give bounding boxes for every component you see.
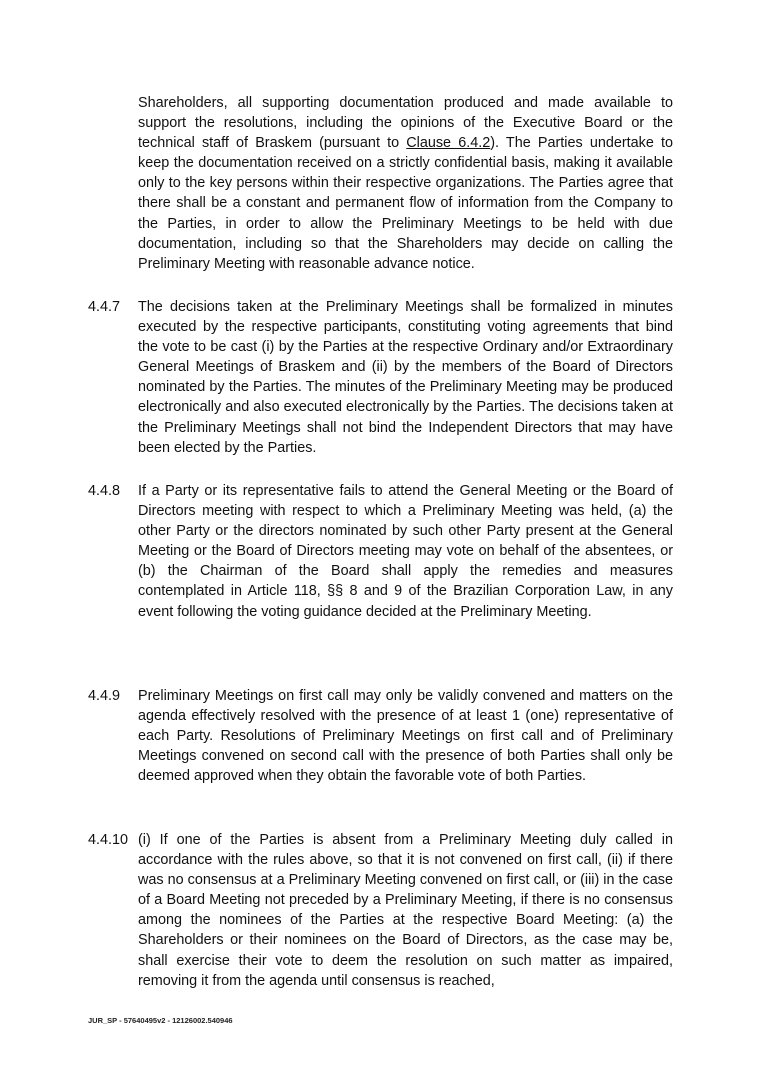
clause-number: 4.4.9 bbox=[88, 688, 121, 704]
intro-text-part1: Shareholders, all supporting documentation produced and made available to support the resolutions, including the opinions of the Executive Board or the technical staff of Braskem (pursuant to bbox=[138, 95, 673, 152]
clause-text: (i) If one of the Parties is absent from a Preliminary Meeting duly called in accordance with the rules above, so that it is not convened on first call, (ii) if there was no consensus at a Preliminary Meeting convened on first call, or (iii) in the case of a Board Meeting not preceded by a Preliminary Meeting, if there is no consensus among the nominees of the Parties at the respective Board Meeting: (a) the Shareholders or their nominees on the Board of Directors, as the case may be, shall exercise their vote to deem the resolution on such matter as impaired, removing it from the agenda until consensus is reached, bbox=[138, 832, 673, 989]
clause-number: 4.4.8 bbox=[88, 483, 121, 499]
clause-number: 4.4.10 bbox=[88, 832, 129, 848]
intro-text bbox=[138, 93, 673, 274]
intro-text-part2: ). The Parties undertake to keep the documentation received on a strictly confidential basis, making it available only to the key persons within their respective organizations. The Parties agree that there shall be a constant and permanent flow of information from the Company to the Parties, in order to allow the Preliminary Meetings to be held with due documentation, including so that the Shareholders may decide on calling the Preliminary Meeting with reasonable advance notice. bbox=[138, 135, 673, 272]
clause-text: Preliminary Meetings on first call may only be validly convened and matters on the agenda effectively resolved with the presence of at least 1 (one) representative of each Party. Resolutions of Preliminary Meetings on first call and of Preliminary Meetings convened on second call with the presence of both Parties shall only be deemed approved when they obtain the favorable vote of both Parties. bbox=[138, 688, 673, 785]
clause-6-4-2-reference: Clause 6.4.2 bbox=[406, 135, 491, 152]
clause-number: 4.4.7 bbox=[88, 299, 121, 315]
document-footer-reference: JUR_SP - 57640495v2 - 12126002.540946 bbox=[88, 1016, 233, 1025]
clause-text: If a Party or its representative fails to attend the General Meeting or the Board of Directors meeting with respect to which a Preliminary Meeting was held, (a) the other Party or the directors nominated by such other Party present at the General Meeting or the Board of Directors meeting may vote on behalf of the absentees, or (b) the Chairman of the Board shall apply the remedies and measures contemplated in Article 118, §§ 8 and 9 of the Brazilian Corporation Law, in any event following the voting guidance decided at the Preliminary Meeting. bbox=[138, 483, 673, 620]
clause-text: The decisions taken at the Preliminary Meetings shall be formalized in minutes executed by the respective participants, constituting voting agreements that bind the vote to be cast (i) by the Parties at the respective Ordinary and/or Extraordinary General Meetings of Braskem and (ii) by the members of the Board of Directors nominated by the Parties. The minutes of the Preliminary Meeting may be produced electronically and also executed electronically by the Parties. The decisions taken at the Preliminary Meetings shall not bind the Independent Directors that may have been elected by the Parties. bbox=[138, 299, 673, 456]
